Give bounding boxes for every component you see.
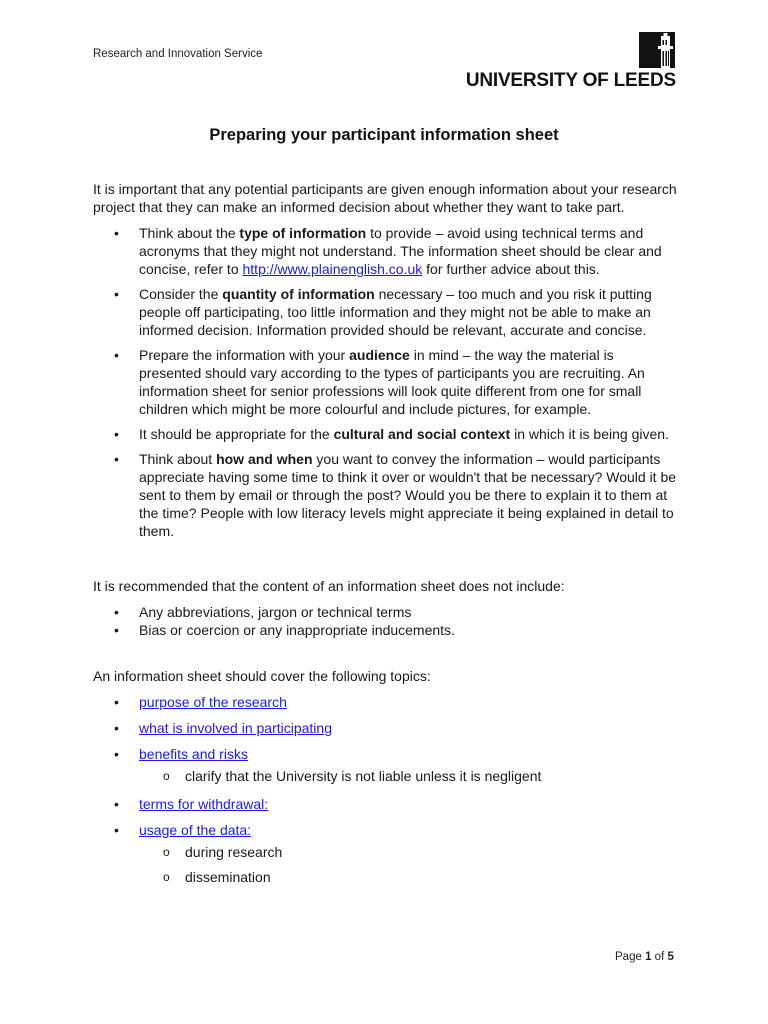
- topics-intro: An information sheet should cover the following topics:: [93, 668, 431, 684]
- header-service-name: Research and Innovation Service: [93, 48, 263, 60]
- topics-list: [93, 693, 678, 763]
- list-item: [93, 821, 678, 839]
- topic-link-benefits-risks[interactable]: benefits and risks: [139, 746, 248, 762]
- recommend-intro: It is recommended that the content of an information sheet does not include:: [93, 578, 565, 594]
- sub-list-item: o dissemination: [93, 868, 678, 886]
- list-item: [93, 745, 678, 763]
- parkinson-tower-icon: [639, 32, 675, 68]
- list-item: • Bias or coercion or any inappropriate inducements.: [93, 621, 678, 639]
- benefits-sublist: [93, 767, 678, 785]
- list-item: • Prepare the information with your audience in mind – the way the material is presented should vary according to the types of participants you are recruiting. An information sheet for senior professions will look quite different from one for small children which might be more colourful and include pictures, for example.: [93, 346, 678, 418]
- sub-list-item: o clarify that the University is not liable unless it is negligent: [93, 767, 678, 785]
- topic-link-involvement[interactable]: what is involved in participating: [139, 720, 332, 736]
- university-name: UNIVERSITY OF LEEDS: [465, 70, 676, 91]
- list-item: • Think about how and when you want to convey the information – would participants appreciate having some time to think it over or wouldn't that be necessary? Would it be sent to them by email or through the post? Would you be there to explain it to them at the time? People with low literacy levels might appreciate it being explained in detail to them.: [93, 450, 678, 540]
- list-item: • Consider the quantity of information necessary – too much and you risk it putting people off participating, too little information and they might not be able to make an informed decision. Information provided should be relevant, accurate and concise.: [93, 285, 678, 339]
- plainenglish-link[interactable]: http://www.plainenglish.co.uk: [242, 261, 423, 277]
- page-number: Page 1 of 5: [615, 951, 674, 963]
- topic-link-withdrawal[interactable]: terms for withdrawal:: [139, 796, 269, 812]
- university-logo: [465, 32, 676, 92]
- list-item: [93, 719, 678, 737]
- topics-list-continued: [93, 795, 678, 839]
- exclusion-list: [93, 603, 678, 639]
- document-body: [93, 180, 678, 893]
- list-item: [93, 693, 678, 711]
- list-item: • Any abbreviations, jargon or technical terms: [93, 603, 678, 621]
- list-item: [93, 795, 678, 813]
- page-title: Preparing your participant information sheet: [209, 126, 559, 144]
- sub-list-item: o during research: [93, 843, 678, 861]
- list-item: • Think about the type of information to provide – avoid using technical terms and acronyms that they might not understand. The information sheet should be clear and concise, refer to http://www.plainenglish.co.uk for further advice about this.: [93, 224, 678, 278]
- intro-paragraph: It is important that any potential participants are given enough information about your research project that they can make an informed decision about whether they want to take part.: [93, 181, 677, 215]
- data-usage-sublist: [93, 843, 678, 886]
- topic-link-data-usage[interactable]: usage of the data:: [139, 822, 252, 838]
- topic-link-purpose[interactable]: purpose of the research: [139, 694, 287, 710]
- guidance-list: [93, 224, 678, 540]
- list-item: • It should be appropriate for the cultural and social context in which it is being given.: [93, 425, 678, 443]
